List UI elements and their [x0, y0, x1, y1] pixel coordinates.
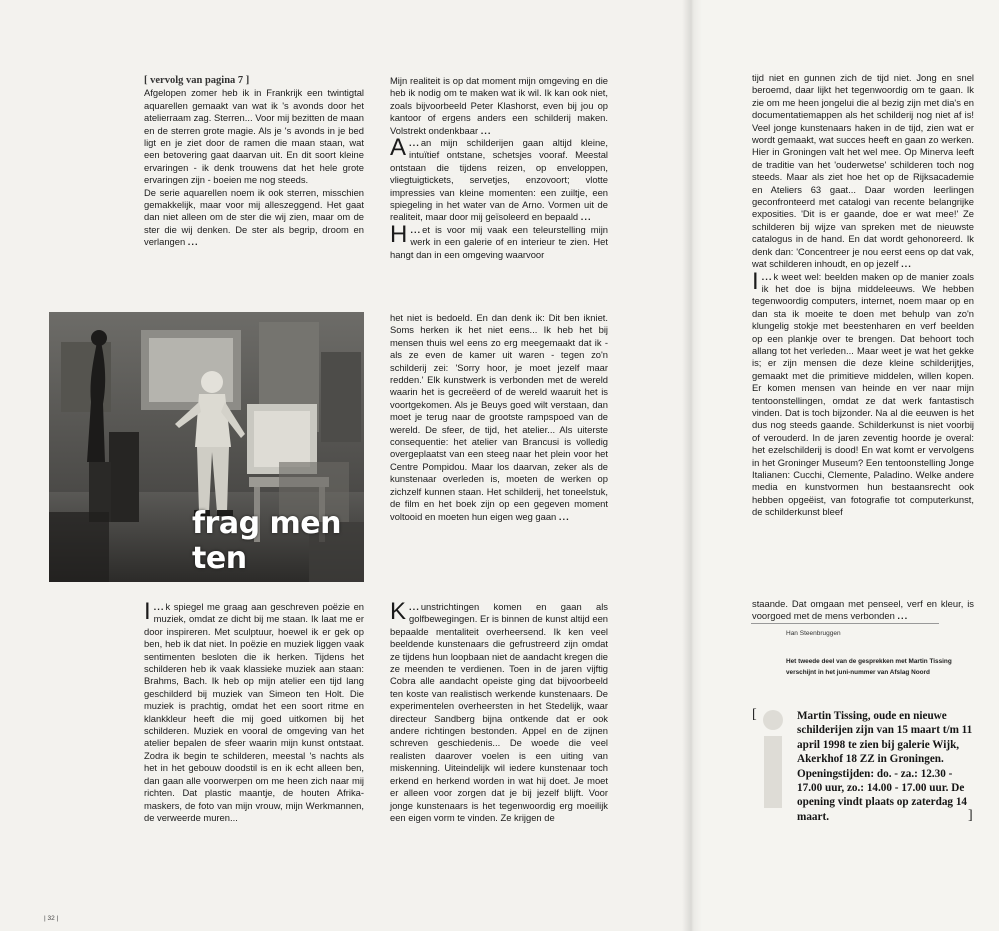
drop-cap: I [752, 267, 759, 295]
column-1-bottom [144, 598, 364, 824]
column-2-middle [390, 312, 608, 523]
bracket-close: ] [968, 808, 973, 823]
paragraph: ... A an mijn schilderijen gaan altijd kleine, intuïtief ontstane, schetsjes vooraf. Meestal ontstaan die tijdens reizen, op enveloppen, vliegtuigtickets, servetjes, enzovoort; vlotte impressies van kleine momenten: een zuiltje, een spiegeling in het water van de Arno. Vormen uit de realiteit, maar door mij geïsoleerd en bepaald ... [390, 134, 608, 223]
artist-studio-photo [49, 312, 364, 582]
column-1-top [144, 75, 364, 249]
paragraph: Afgelopen zomer heb ik in Frankrijk een twintigtal aquarellen gemaakt van wat ik 's avonds door het atelierraam zag. Sterren... Voor mij bezitten de maan en de sterren grote magie. Als je 's avonds in je bed ligt en je ziet door de ramen die maan staan, wat een betovering gaat daarvan uit. En dit soort kleine ervaringen - ik denk trouwens dat het hele grote ervaringen zijn - boeien me nog steeds. [144, 87, 364, 186]
drop-cap: H [390, 220, 408, 248]
paragraph: ... I k spiegel me graag aan geschreven poëzie en muziek, omdat ze dicht bij me staan. Ik laat me er door inspireren. Met sculptuur, hoewel ik er gek op ben, heb ik dat niet. In poëzie en muziek liggen vaak sentimenten besloten die ik herken. Tijdens het schilderen heb ik vaak klassieke muziek aan staan: Brahms, Bach. Ik heb op mijn atelier een tijd lang geschilderd bij muziek van Simeon ten Holt. Die muziek is prachtig, omdat het een soort ritme en klankkleur heeft die mij goed uitkomen bij het schilderen. Muziek en vooral de omgeving van het atelier bepalen de sfeer waarin mijn kunst ontstaat. Zodra ik begin te schilderen, meestal 's nachts als het in het gebouw doodstil is en ik echt alleen ben, dan gaan alle voorwerpen om me heen zich naar mij richten. Dat plastic maantje, de houten Afrika-maskers, de foto van mijn vrouw, mijn Werkmannen, de verweerde muren... [144, 598, 364, 823]
exhibition-info-box [752, 700, 982, 830]
drop-cap: A [390, 134, 407, 162]
paragraph: ... I k weet wel: beelden maken op de manier zoals ik het doe is bijna middeleeuws. We hebben tegenwoordig computers, internet, noem maar op en dan sta ik moeite te doen met behulp van zo'n klungelig stokje met beestenharen en verf beelden op een plankje over te brengen. Dat behoort toch allang tot het verleden... Maar weet je wat het gekke is; er zijn mensen die deze kleine schilderijtjes, gemaakt met die primitieve middelen, willen kopen. Er komen mensen van heinde en ver naar mijn tentoonstellingen, omdat ze dat werk fantastisch vinden. Dat is toch bijzonder. Na al die eeuwen is het dus nog steeds gaande. Schilderkunst is niet voorbij of verouderd. In de jaren zeventig hoorde je overal: het ezelschilderij is dood! En wat komt er vervolgens in het Groninger Museum? Een tentoonstelling Jonge Italianen: Cucchi, Clemente, Paladino. Welke andere media en kunstvormen hun bestaansrecht ook hebben opgeëist, van fotografie tot computerkunst, de schilderkunst bleef [752, 267, 974, 518]
info-i-icon [758, 706, 788, 808]
paragraph: ... K unstrichtingen komen en gaan als golfbewegingen. Er is binnen de kunst altijd een bepaalde mentaliteit overheersend. Ik ken veel beeldende kunstenaars die gefrustreerd zijn omdat ze tijdens hun loopbaan niet de aandacht kregen die ze meenden te verdienen. Toen in de jaren vijftig Cobra alle aandacht opeiste ging dat bijvoorbeeld ten koste van realistisch werkende kunstenaars. De experimentelen overheersten in het Stedelijk, waar directeur Sandberg bijna ontkende dat er ook andere richtingen bestonden. Appel en de zijnen schreven geschiedenis... De woede die veel realisten daarover voelen is een uiting van miskenning. Uiteindelijk wil iedere kunstenaar toch erkend en herkend worden in wat hij doet. Je moet er alleen voor zorgen dat je bij jezelf blijft. Voor jonge kunstenaars is het tegenwoordig erg moeilijk een eigen vorm te vinden. Ze krijgen de [390, 598, 608, 823]
column-2 [390, 75, 608, 261]
author-credit: Han Steenbruggen [786, 630, 841, 637]
photo-title: frag men ten [192, 506, 341, 576]
paragraph: De serie aquarellen noem ik ook sterren, misschien gemakkelijk, maar voor mij alleszeggend. Het gaat dan niet alleen om de ster die wij zien, maar om de ster die wij denken. De ster als begrip, droom en verlangen ... [144, 186, 364, 248]
page-gutter [682, 0, 702, 931]
paragraph: het niet is bedoeld. En dan denk ik: Dit ben ikniet. Soms herken ik het niet eens... Ik heb het bij mensen thuis wel eens zo erg meegemaakt dat ik - als ze even de kamer uit waren - tegen zo'n schilderij zei: 'Sorry hoor, je moet jezelf maar redden.' Elk kunstwerk is verbonden met de wereld waarin het is gecreëerd of de wereld waaruit het is voortgekomen. Als je Beuys goed wilt verstaan, dan moet je terug naar de grootste rampspoed van de wereld. De sfeer, de tijd, het atelier... Als uiterste consequentie: het atelier van Brancusi is volledig overgeplaatst van een steeg naar het plein voor het Centre Pompidou. Maar los daarvan, zeker als de kunstenaar overleden is, moeten de werken op zichzelf kunnen staan. Het schilderij, het toneelstuk, de film en het boek zijn op een gegeven moment voltooid en moeten hun eigen weg gaan ... [390, 312, 608, 522]
drop-cap: K [390, 598, 407, 625]
bracket-open: [ [752, 707, 757, 722]
divider [751, 623, 939, 624]
paragraph: ... H et is voor mij vaak een teleurstelling mijn werk in een galerie of en interieur te zien. Het hangt dan in een omgeving waarvoor [390, 220, 608, 260]
paragraph: Mijn realiteit is op dat moment mijn omgeving en die heb ik nodig om te maken wat ik wil. Ik kan ook niet, zoals bijvoorbeeld Peter Klashorst, even bij jou op kantoor of ergens anders een schilderij maken. Volstrekt ondenkbaar ... [390, 75, 608, 136]
column-3 [752, 72, 974, 519]
paragraph: staande. Dat omgaan met penseel, verf en kleur, is voorgoed met de mens verbonden ... [752, 598, 974, 622]
column-3-end [752, 598, 974, 623]
continued-from-label: [ vervolg van pagina 7 ] [144, 75, 250, 86]
drop-cap: I [144, 598, 151, 625]
next-issue-note: Het tweede deel van de gesprekken met Martin Tissing verschijnt in het juni-nummer van Afslag Noord [786, 658, 952, 676]
paragraph: tijd niet en gunnen zich de tijd niet. Jong en snel beroemd, daar lijkt het tegenwoordig om te gaan. Ik zie om me heen jongelui die al bezig zijn met dia's en documentatiemappen als het schilderij nog niet af is! Veel jonge kunstenaars haken in de tijd, zien wat er wordt gemaakt, wat succes heeft en gaan zo werken. Hier in Groningen valt het wel mee. Op Minerva leeft de traditie van het 'ouderwetse' schilderen toch nog steeds. Maar als ziet hoe het op de Rijksacademie en Ateliers 63 gaat... Daar worden leerlingen geconfronteerd met catalogi van recente belangrijke exposities. 'Dit is er gaande, doe er wat mee!' Ze schilderen bij wijze van spreken met de nieuwste catalogus in de hand. En dat wordt gehonoreerd. Ik denk dan: 'Concentreer je nou eerst eens op dat vak, wat schilderen inhoudt, en op jezelf ... [752, 72, 974, 270]
exhibition-details: Martin Tissing, oude en nieuwe schilderijen zijn van 15 maart t/m 11 april 1998 te zien bij galerie Wijk, Akerkhof 18 ZZ in Groningen. Openingstijden: do. - za.: 12.30 - 17.00 uur, zo.: 14.00 - 17.00 uur. De opening vindt plaats op zaterdag 14 maart. [797, 710, 973, 823]
column-2-bottom [390, 598, 608, 824]
page-number: | 32 | [44, 915, 59, 922]
